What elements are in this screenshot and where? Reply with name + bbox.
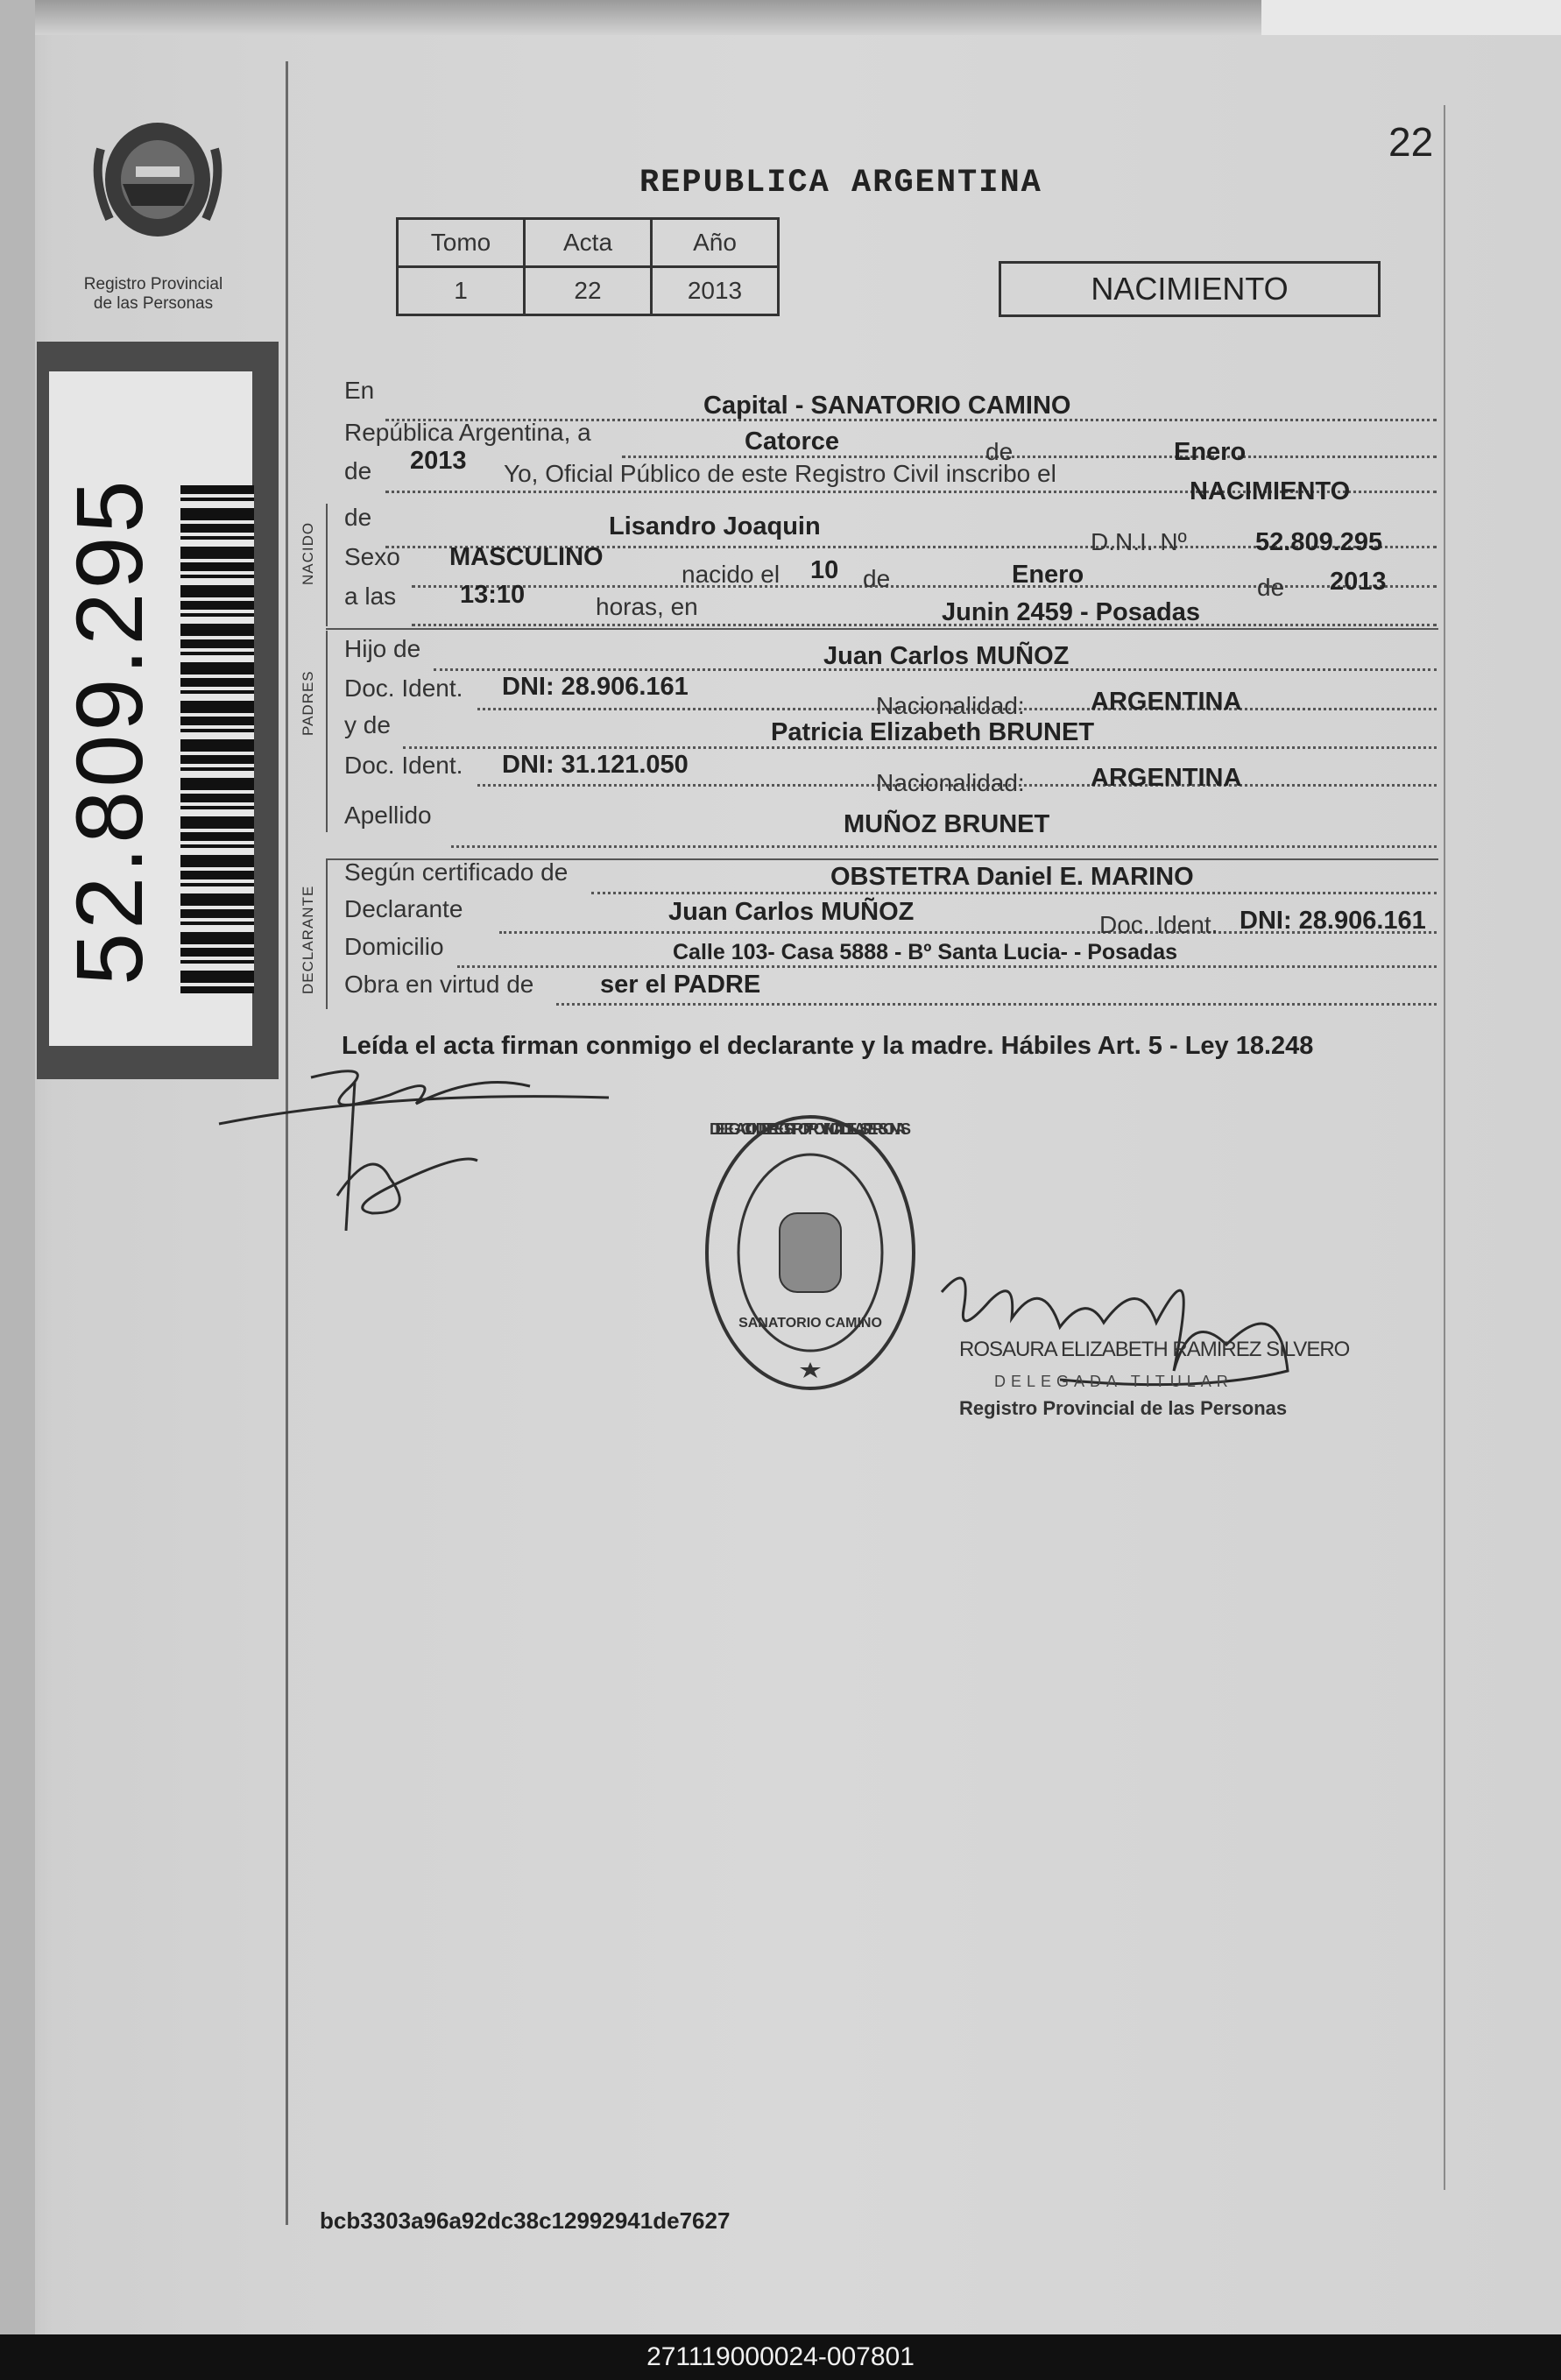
label-doc-mother: Doc. Ident. xyxy=(344,752,463,779)
logo-line-2: de las Personas xyxy=(93,294,214,313)
section-divider xyxy=(326,504,328,626)
record-table xyxy=(396,217,780,316)
signer-name: ROSAURA ELIZABETH RAMIREZ SILVERO xyxy=(959,1338,1350,1361)
label-a-las: a las xyxy=(344,583,397,610)
label-nacionalidad-father: Nacionalidad: xyxy=(876,692,1025,719)
mother-doc: DNI: 31.121.050 xyxy=(502,751,689,779)
record-header-tomo: Tomo xyxy=(398,219,525,267)
place-value: Capital - SANATORIO CAMINO xyxy=(703,392,1071,420)
label-de-name: de xyxy=(344,504,372,531)
child-name: Lisandro Joaquin xyxy=(609,512,821,540)
label-obra-en-virtud: Obra en virtud de xyxy=(344,971,534,998)
label-en: En xyxy=(344,377,375,404)
footer-code: 271119000024-007801 xyxy=(0,2334,1561,2380)
label-de-year: de xyxy=(1257,574,1285,601)
father-name: Juan Carlos MUÑOZ xyxy=(823,642,1070,670)
label-hijo-de: Hijo de xyxy=(344,635,421,662)
birth-address: Junin 2459 - Posadas xyxy=(942,598,1200,626)
page-number: 22 xyxy=(1388,119,1434,165)
barcode xyxy=(180,485,254,993)
declarant-capacity: ser el PADRE xyxy=(600,971,761,999)
birth-time: 13:10 xyxy=(460,581,526,609)
label-dni: D.N.I. Nº xyxy=(1091,528,1187,555)
dni-card-number: 52.809.295 xyxy=(56,477,162,985)
label-nacionalidad-mother: Nacionalidad: xyxy=(876,769,1025,796)
surname: MUÑOZ BRUNET xyxy=(844,810,1050,838)
dotted-line xyxy=(412,624,1437,626)
child-dni: 52.809.295 xyxy=(1255,528,1383,556)
label-de: de xyxy=(985,438,1014,465)
dotted-line xyxy=(556,1003,1437,1006)
corner-paper xyxy=(1261,0,1561,35)
day-in-words: Catorce xyxy=(745,427,839,456)
certificate-issuer: OBSTETRA Daniel E. MARINO xyxy=(830,863,1194,891)
dotted-line xyxy=(591,892,1437,894)
section-divider xyxy=(326,860,328,1009)
registry-logo-text xyxy=(53,275,254,314)
record-value-acta: 22 xyxy=(525,267,652,315)
record-header-anio: Año xyxy=(652,219,779,267)
label-doc-father: Doc. Ident. xyxy=(344,674,463,702)
document-hash: bcb3303a96a92dc38c12992941de7627 xyxy=(320,2207,731,2234)
signer-role: DELEGADA TITULAR xyxy=(994,1373,1233,1390)
section-label-nacido: NACIDO xyxy=(300,521,316,585)
declarant-doc: DNI: 28.906.161 xyxy=(1240,907,1426,935)
label-sexo: Sexo xyxy=(344,543,400,570)
section-label-padres: PADRES xyxy=(300,670,316,736)
declarant-signature xyxy=(215,1056,626,1231)
birth-day: 10 xyxy=(810,556,839,584)
stamp-outer-text: DELEGACION DEL REGISTRO PROVINCIAL DE LAS PERSONAS xyxy=(709,1120,911,1138)
province-shield-logo xyxy=(83,114,232,245)
label-oficial: Yo, Oficial Público de este Registro Civil inscribo el xyxy=(504,460,1056,487)
label-republica: República Argentina, a xyxy=(344,419,591,446)
birth-month: Enero xyxy=(1012,561,1084,589)
label-de-month: de xyxy=(863,565,891,592)
section-label-declarante: DECLARANTE xyxy=(300,885,316,994)
declarant-domicile: Calle 103- Casa 5888 - Bº Santa Lucia- - Posadas xyxy=(673,940,1178,964)
logo-line-1: Registro Provincial xyxy=(83,275,223,293)
father-nationality: ARGENTINA xyxy=(1091,688,1242,716)
closing-statement: Leída el acta firman conmigo el declarante y la madre. Hábiles Art. 5 - Ley 18.248 xyxy=(342,1032,1314,1060)
record-value-tomo: 1 xyxy=(398,267,525,315)
record-type-box: NACIMIENTO xyxy=(999,261,1381,317)
label-segun-certificado: Según certificado de xyxy=(344,858,569,886)
record-table-values xyxy=(398,267,779,315)
registry-stamp xyxy=(696,1099,924,1415)
section-separator xyxy=(326,628,1438,630)
mother-name: Patricia Elizabeth BRUNET xyxy=(771,718,1095,746)
record-value-anio: 2013 xyxy=(652,267,779,315)
label-nacido-el: nacido el xyxy=(682,561,780,588)
stamp-inner-text: SANATORIO CAMINO xyxy=(738,1316,882,1331)
label-doc-declarant: Doc. Ident. xyxy=(1099,911,1218,938)
label-y-de: y de xyxy=(344,711,391,738)
label-de-2: de xyxy=(344,457,372,484)
label-apellido: Apellido xyxy=(344,802,432,829)
father-doc: DNI: 28.906.161 xyxy=(502,673,689,701)
child-sex: MASCULINO xyxy=(449,543,604,571)
signer-office: Registro Provincial de las Personas xyxy=(959,1397,1288,1419)
birth-year: 2013 xyxy=(1330,568,1387,596)
label-horas: horas, en xyxy=(596,593,698,620)
registration-month: Enero xyxy=(1174,438,1247,466)
dotted-line xyxy=(451,845,1437,848)
page-right-rule xyxy=(1444,105,1445,2190)
section-divider xyxy=(326,631,328,832)
dotted-line xyxy=(457,965,1437,968)
record-header-acta: Acta xyxy=(525,219,652,267)
declarant-name: Juan Carlos MUÑOZ xyxy=(668,898,915,926)
label-domicilio: Domicilio xyxy=(344,933,444,960)
mother-nationality: ARGENTINA xyxy=(1091,764,1242,792)
country-title: REPUBLICA ARGENTINA xyxy=(639,165,1042,201)
record-table-header xyxy=(398,219,779,267)
label-declarante: Declarante xyxy=(344,895,463,922)
left-binding xyxy=(0,0,35,2334)
act-type: NACIMIENTO xyxy=(1190,477,1351,505)
registration-year: 2013 xyxy=(410,447,467,475)
